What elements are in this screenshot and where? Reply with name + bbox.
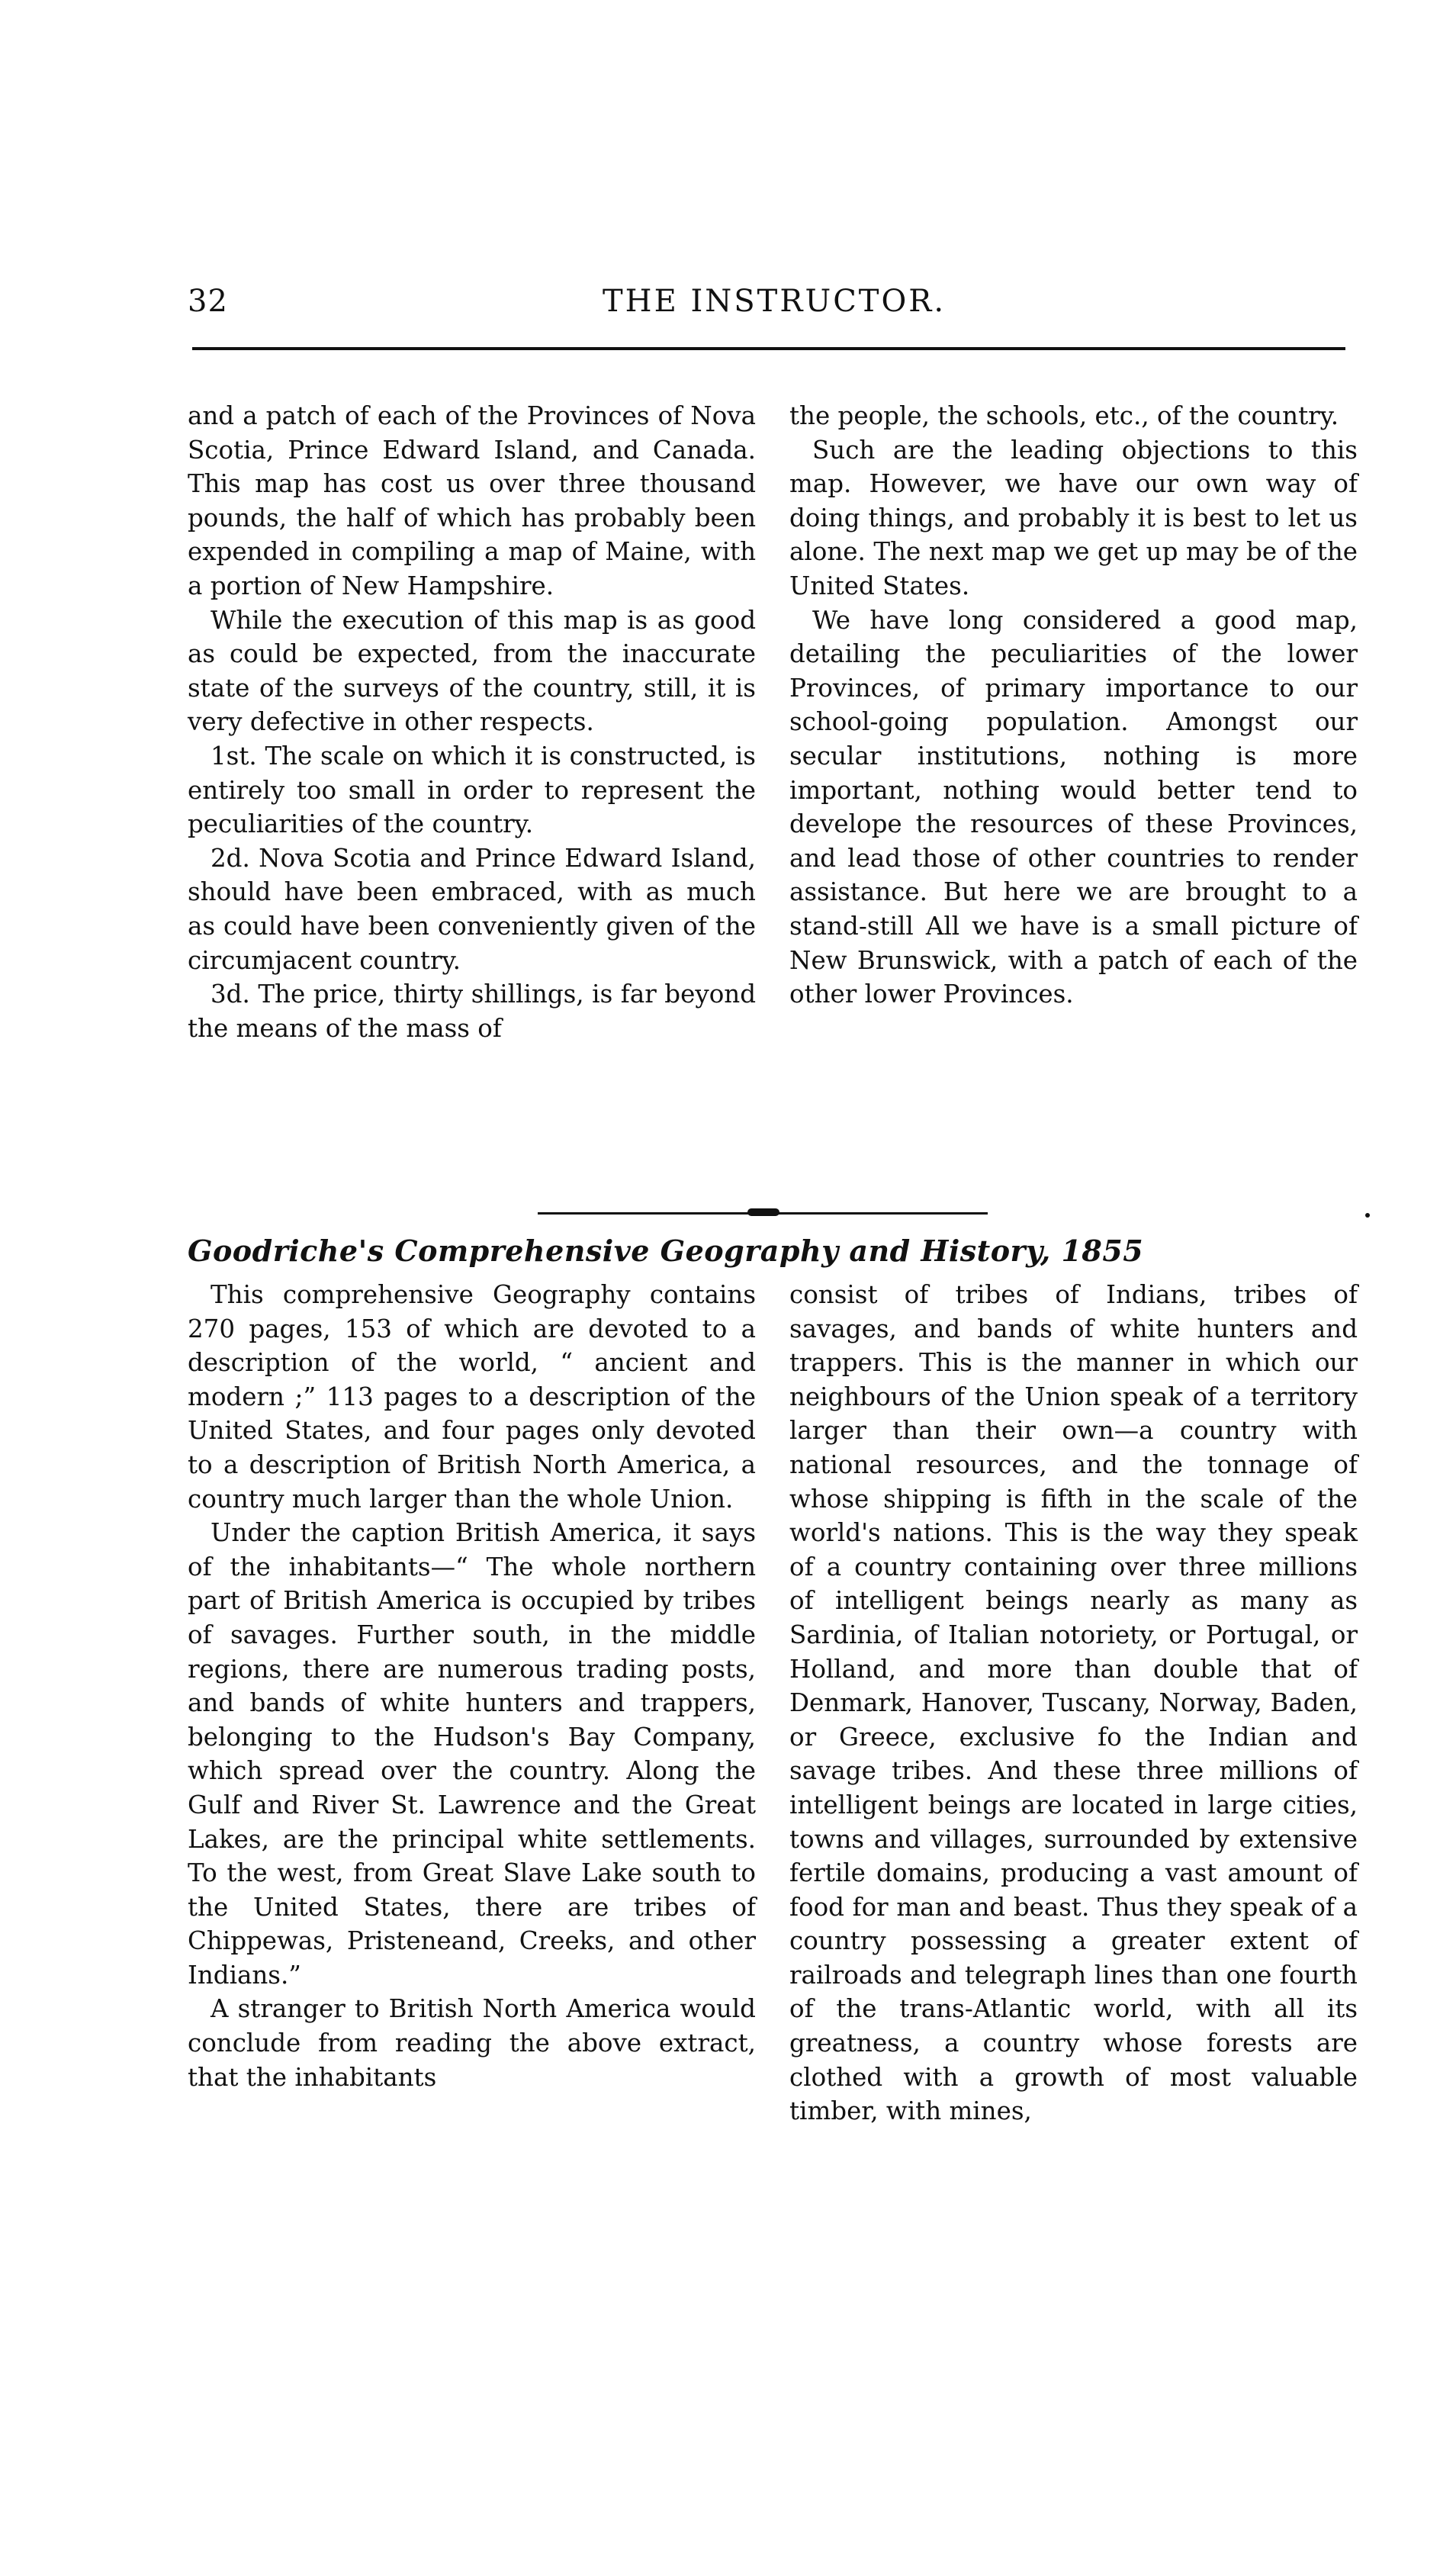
paragraph: A stranger to British North America would conclude from reading the above extract, that the inhabitants	[188, 1994, 756, 2092]
running-title: THE INSTRUCTOR.	[603, 284, 947, 319]
new-article-right-column	[789, 1278, 1358, 2128]
paragraph: and a patch of each of the Provinces of Nova Scotia, Prince Edward Island, and Canada. This map has cost us over three thousand pounds, the half of which has probably been expended in compiling a map of Maine, with a portion of New Hampshire.	[188, 401, 756, 600]
paragraph: consist of tribes of Indians, tribes of savages, and bands of white hunters and trappers. This is the manner in which our neighbours of the Union speak of a territory larger than their own—a country with national resources, and the tonnage of whose shipping is fifth in the scale of the world's nations. This is the way they speak of a country containing over three millions of intelligent beings nearly as many as Sardinia, of Italian notoriety, or Portugal, or Holland, and more than double that of Denmark, Hanover, Tuscany, Norway, Baden, or Greece, exclusive fo the Indian and savage tribes. And these three millions of intelligent beings are located in large cities, towns and villages, surrounded by extensive fertile domains, producing a vast amount of food for man and beast. Thus they speak of a country possessing a greater extent of railroads and telegraph lines than one fourth of the trans-Atlantic world, with all its greatness, a country whose forests are clothed with a growth of most valuable timber, with mines,	[789, 1280, 1358, 2126]
paragraph: While the execution of this map is as good as could be expected, from the inaccurate state of the surveys of the country, still, it is very defective in other respects.	[188, 605, 756, 737]
continued-article-right-column	[789, 399, 1358, 1012]
header-rule	[192, 347, 1345, 350]
continued-article-left-column	[188, 399, 756, 1045]
paragraph: We have long considered a good map, detailing the peculiarities of the lower Provinces, of primary importance to our school-going population. Amongst our secular institutions, nothing is more important, nothing would better tend to develope the resources of these Provinces, and lead those of other countries to render assistance. But here we are brought to a stand-still All we have is a small picture of New Brunswick, with a patch of each of the other lower Provinces.	[789, 605, 1358, 1009]
paragraph: 1st. The scale on which it is constructed, is entirely too small in order to represent the peculiarities of the country.	[188, 741, 756, 839]
page-number: 32	[188, 284, 228, 319]
paragraph: Such are the leading objections to this map. However, we have our own way of doing things, and probably it is best to let us alone. The next map we get up may be of the United States.	[789, 435, 1358, 600]
paragraph: 3d. The price, thirty shillings, is far beyond the means of the mass of	[188, 980, 756, 1043]
section-divider-ornament	[747, 1208, 779, 1216]
new-article-left-column	[188, 1278, 756, 2094]
section-heading: Goodriche's Comprehensive Geography and History, 1855	[188, 1234, 1144, 1268]
paragraph: This comprehensive Geography contains 270 pages, 153 of which are devoted to a description of the world, “ ancient and modern ;” 113 pages to a description of the United States, and four pages only devoted to a description of British North America, a country much larger than the whole Union.	[188, 1280, 756, 1514]
paragraph: 2d. Nova Scotia and Prince Edward Island, should have been embraced, with as much as could have been conveniently given of the circumjacent country.	[188, 843, 756, 975]
stray-mark	[1365, 1213, 1370, 1218]
paragraph: Under the caption British America, it says of the inhabitants—“ The whole northern part of British America is occupied by tribes of savages. Further south, in the middle regions, there are numerous trading posts, and bands of white hunters and trappers, belonging to the Hudson's Bay Company, which spread over the country. Along the Gulf and River St. Lawrence and the Great Lakes, are the principal white settlements. To the west, from Great Slave Lake south to the United States, there are tribes of Chippewas, Pristeneand, Creeks, and other Indians.”	[188, 1518, 756, 1990]
paragraph: the people, the schools, etc., of the country.	[789, 401, 1339, 430]
